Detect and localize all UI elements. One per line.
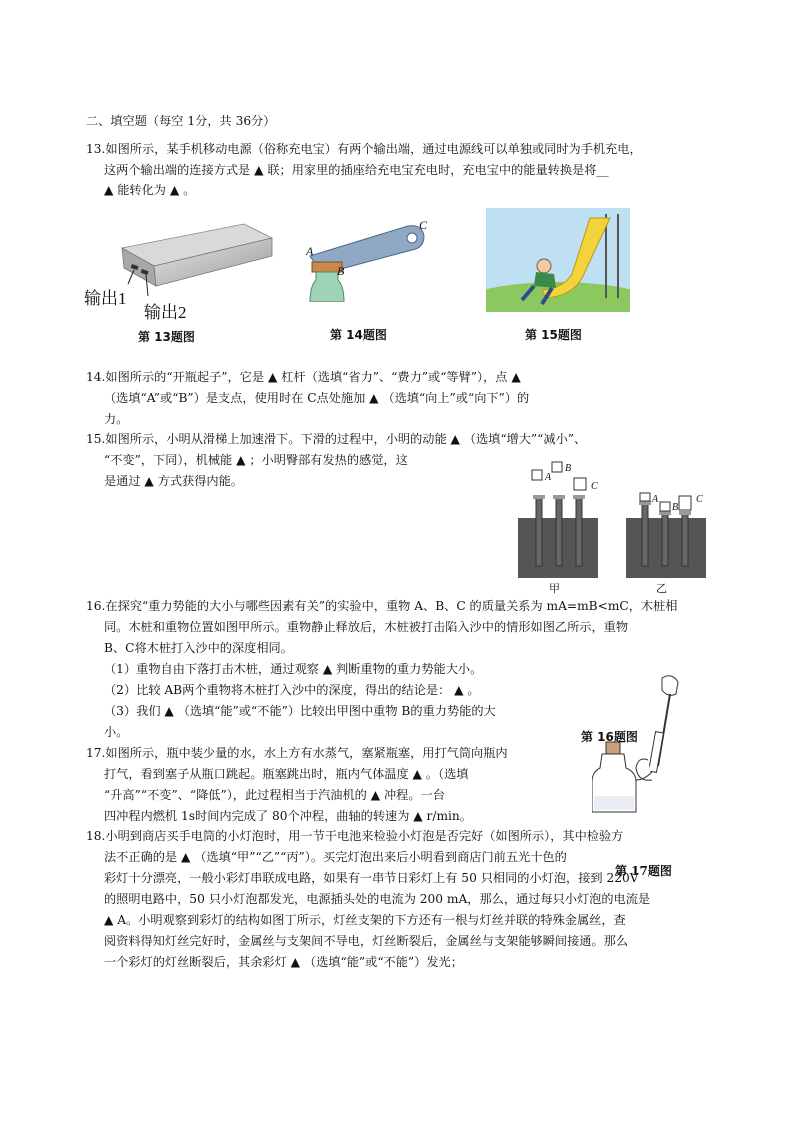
q14-line2: （选填“A”或“B”）是支点，使用时在 C点处施加 ▲ （选填“向上”或“向下”）的 — [104, 391, 530, 405]
q18-line2: 法不正确的是 ▲ （选填“甲”“乙”“丙”）。买完灯泡出来后小明看到商店门前五光十色的 — [104, 850, 567, 864]
q16-line3: B、C将木桩打入沙中的深度相同。 — [104, 641, 293, 655]
q17-line3: “升高”“不变”、“降低”），此过程相当于汽油机的 ▲ 冲程。一台 — [104, 788, 445, 802]
q14-line3: 力。 — [104, 412, 129, 426]
q16-sub1: （1）重物自由下落打击木桩，通过观察 ▲ 判断重物的重力势能大小。 — [104, 662, 483, 676]
q15-line2: “不变”，下同），机械能 ▲ ；小明臀部有发热的感觉，这 — [104, 453, 408, 467]
fig13-caption: 第 13题图 — [138, 330, 195, 344]
q15-line3: 是通过 ▲ 方式获得内能。 — [104, 474, 243, 488]
stakes-sand-figure — [514, 458, 714, 582]
q15-line1: 15.如图所示，小明从滑梯上加速滑下。下滑的过程中，小明的动能 ▲ （选填“增大”“减小”、 — [86, 432, 587, 446]
q18-line5: ▲ A。小明观察到彩灯的结构如图丁所示，灯丝支架的下方还有一根与灯丝并联的特殊金属丝，查 — [104, 913, 626, 927]
fig16-yi-label: 乙 — [656, 582, 667, 595]
fig16-yi-label-C: C — [696, 494, 703, 505]
q14-line1: 14.如图所示的“开瓶起子”，它是 ▲ 杠杆（选填“省力”、“费力”或“等臂”），点 ▲ — [86, 370, 521, 384]
fig16-yi-label-A: A — [652, 494, 659, 505]
fig17-caption: 第 17题图 — [615, 864, 672, 878]
fig15-caption: 第 15题图 — [525, 328, 582, 342]
q13-line1: 13.如图所示，某手机移动电源（俗称充电宝）有两个输出端，通过电源线可以单独或同时为手机充电， — [86, 142, 642, 156]
slide-figure — [486, 208, 630, 312]
q16-sub3b: 小。 — [104, 725, 129, 739]
q17-line4: 四冲程内燃机 1s时间内完成了 80个冲程，曲轴的转速为 ▲ r/min。 — [104, 809, 472, 823]
fig16-yi-label-B: B — [672, 502, 679, 513]
fig14-caption: 第 14题图 — [330, 328, 387, 342]
fig16-jia-label-B: B — [565, 463, 572, 474]
fig14-label-C: C — [419, 218, 428, 232]
q18-line4: 的照明电路中，50 只小灯泡都发光，电源插头处的电流为 200 mA，那么，通过每只小灯泡的电流是 — [104, 892, 651, 906]
fig13-output2-label: 输出2 — [144, 303, 187, 322]
fig16-jia-label-A: A — [545, 472, 552, 483]
q16-sub3a: （3）我们 ▲ （选填“能”或“不能”）比较出甲图中重物 B的重力势能的大 — [104, 704, 496, 718]
q18-line6: 阅资料得知灯丝完好时，金属丝与支架间不导电，灯丝断裂后，金属丝与支架能够瞬间接通。那么 — [104, 934, 629, 948]
q13-line3: ▲ 能转化为 ▲ 。 — [104, 183, 196, 197]
q16-sub2: （2）比较 AB两个重物将木桩打入沙中的深度，得出的结论是： ▲ 。 — [104, 683, 480, 697]
fig14-label-B: B — [337, 264, 345, 278]
q17-line2: 打气，看到塞子从瓶口跳起。瓶塞跳出时，瓶内气体温度 ▲ 。（选填 — [104, 767, 469, 781]
q18-line3: 彩灯十分漂亮，一般小彩灯串联成电路，如果有一串节日彩灯上有 50 只相同的小灯泡，接到 220V — [104, 871, 639, 885]
fig14-label-A: A — [306, 244, 314, 258]
fig16-jia-label-C: C — [591, 481, 598, 492]
fig13-output1-label: 输出1 — [84, 289, 127, 308]
q18-line7: 一个彩灯的灯丝断裂后，其余彩灯 ▲ （选填“能”或“不能”）发光； — [104, 955, 463, 969]
q13-line2: 这两个输出端的连接方式是 ▲ 联；用家里的插座给充电宝充电时，充电宝中的能量转换是将__ — [104, 163, 609, 177]
fig16-caption: 第 16题图 — [581, 730, 638, 744]
q16-line1: 16.在探究“重力势能的大小与哪些因素有关”的实验中，重物 A、B、C 的质量关系为 mA=mB<mC，木桩相 — [86, 599, 678, 613]
q16-line2: 同。木桩和重物位置如图甲所示。重物静止释放后，木桩被打击陷入沙中的情形如图乙所示，重物 — [104, 620, 629, 634]
q17-line1: 17.如图所示，瓶中装少量的水，水上方有水蒸气，塞紧瓶塞，用打气筒向瓶内 — [86, 746, 508, 760]
section-title: 二、填空题（每空 1分，共 36分） — [86, 114, 276, 128]
q18-line1: 18.小明到商店买手电筒的小灯泡时，用一节干电池来检验小灯泡是否完好（如图所示），其中检验方 — [86, 829, 624, 843]
fig16-jia-label: 甲 — [549, 582, 560, 595]
